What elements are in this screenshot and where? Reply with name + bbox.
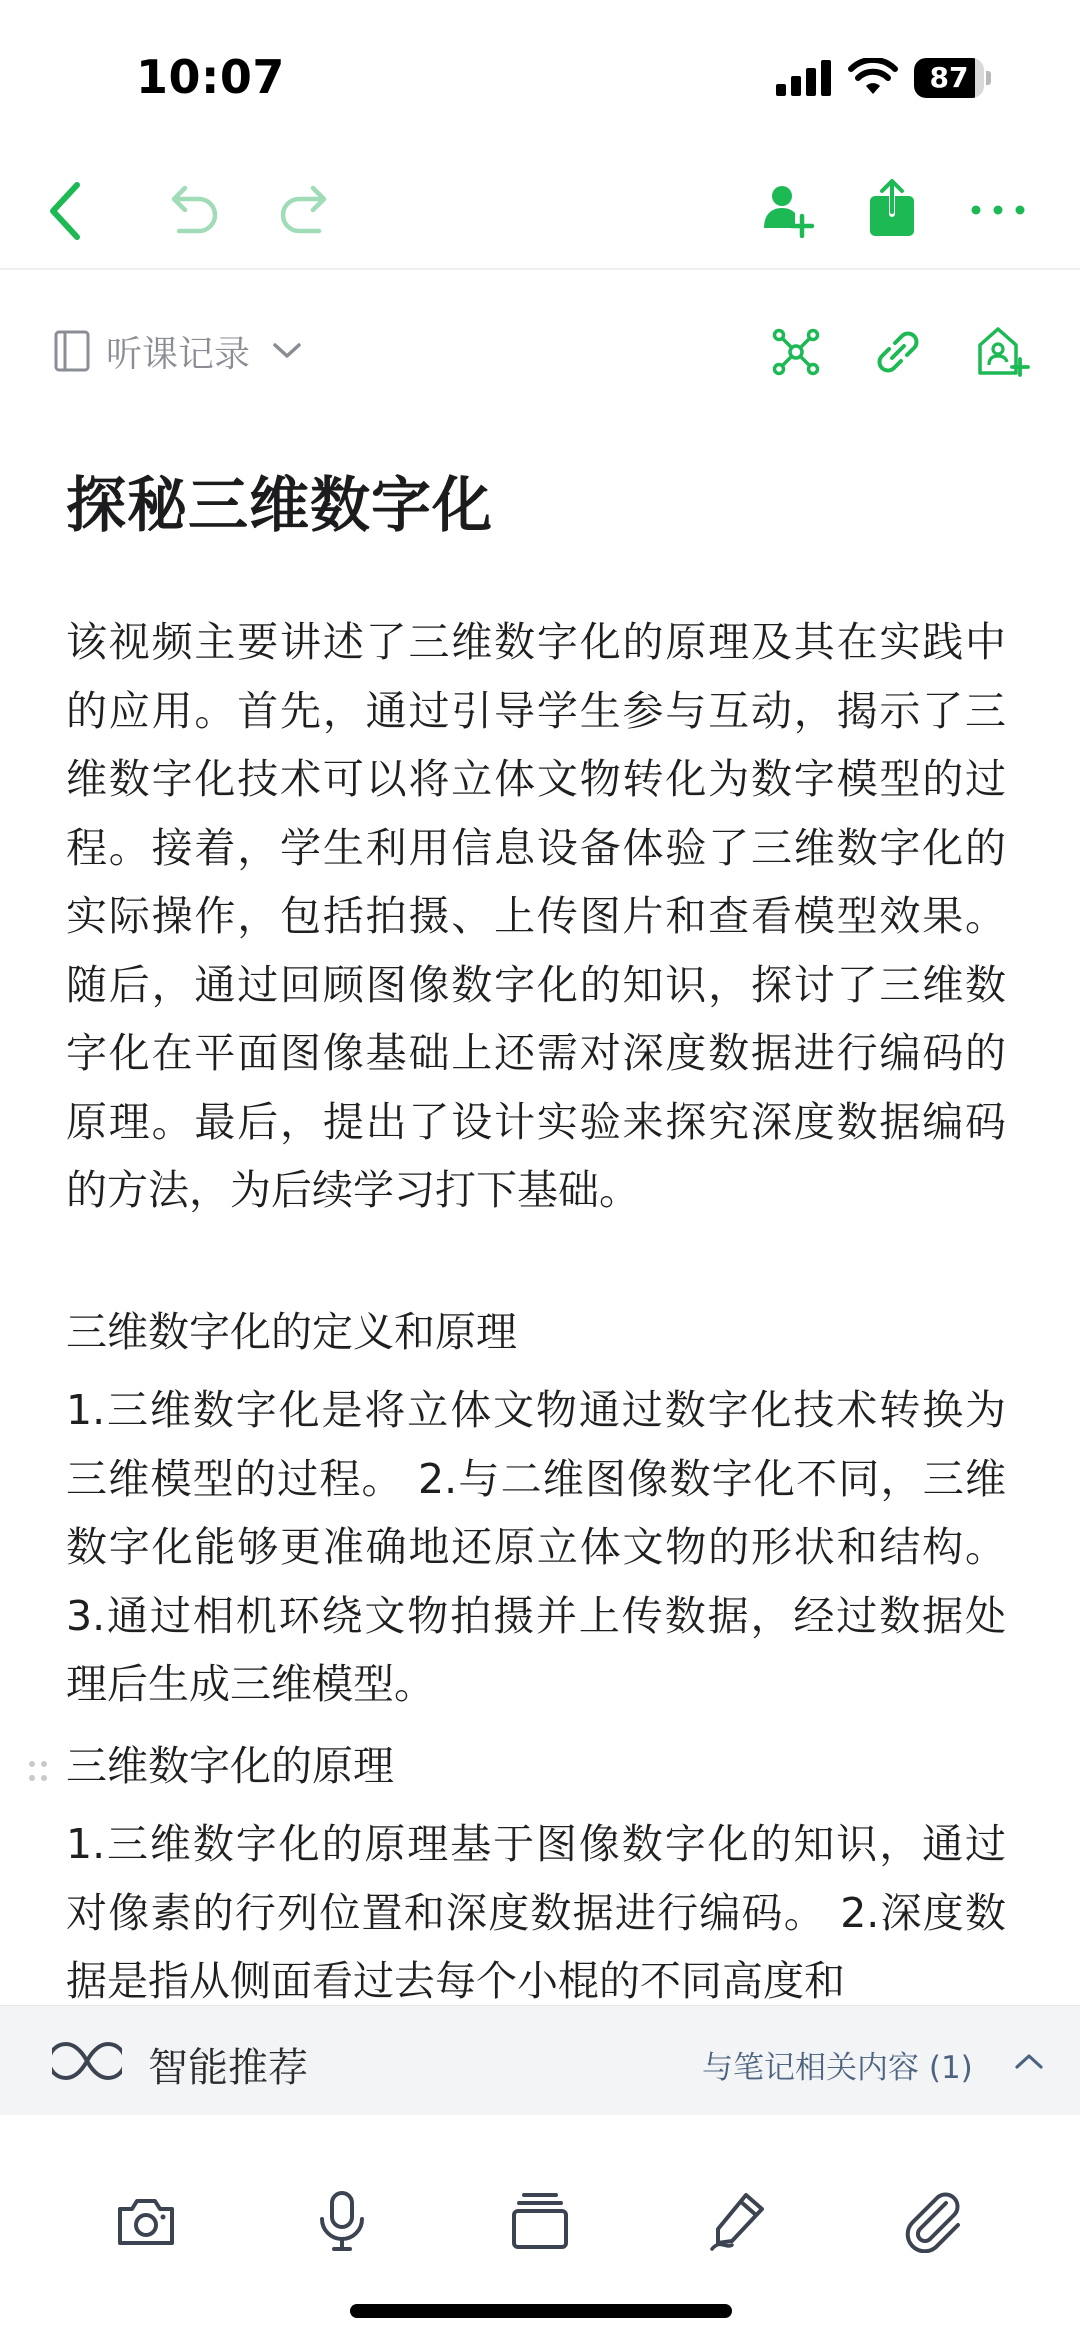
notebook-icon (54, 330, 90, 372)
share-button[interactable] (862, 174, 922, 240)
mind-map-button[interactable] (766, 322, 826, 382)
link-icon (875, 329, 921, 375)
redo-icon (275, 182, 329, 238)
handwriting-icon[interactable] (706, 2189, 770, 2253)
notebook-row (0, 300, 1080, 400)
note-toolbar (0, 150, 1080, 270)
share-icon (868, 176, 916, 238)
note-heading[interactable]: 三维数字化的原理 (66, 1742, 394, 1790)
shared-space-icon (976, 325, 1030, 377)
back-icon (45, 179, 85, 243)
note-heading[interactable]: 三维数字化的定义和原理 (66, 1308, 517, 1356)
undo-icon (169, 182, 223, 238)
status-time: 10:07 (136, 50, 285, 104)
copy-link-button[interactable] (868, 322, 928, 382)
undo-button[interactable] (166, 180, 226, 240)
related-content-link[interactable]: 与笔记相关内容 (1) (702, 2050, 973, 2086)
home-indicator[interactable] (350, 2304, 732, 2318)
note-paragraph[interactable]: 该视频主要讲述了三维数字化的原理及其在实践中的应用。首先，通过引导学生参与互动，揭示了三维数字化技术可以将立体文物转化为数字模型的过程。接着，学生利用信息设备体验了三维数字化的实际操作，包括拍摄、上传图片和查看模型效果。随后，通过回顾图像数字化的知识，探讨了三维数字化在平面图像基础上还需对深度数据进行编码的原理。最后，提出了设计实验来探究深度数据编码的方法，为后续学习打下基础。 (66, 618, 1006, 1214)
note-title[interactable]: 探秘三维数字化 (66, 471, 493, 541)
status-bar (0, 0, 1080, 150)
drag-handle-icon[interactable] (26, 1756, 50, 1786)
mind-map-icon (772, 328, 820, 376)
note-content[interactable] (0, 420, 1080, 2005)
microphone-icon[interactable] (310, 2189, 374, 2253)
more-button[interactable] (968, 188, 1028, 232)
chevron-down-icon (272, 341, 302, 361)
infinity-icon (52, 2040, 122, 2082)
wifi-icon (848, 58, 898, 96)
smart-recommendation-label: 智能推荐 (148, 2045, 308, 2091)
redo-button[interactable] (272, 180, 332, 240)
add-member-icon (760, 182, 816, 238)
chevron-up-icon[interactable] (1014, 2052, 1044, 2070)
template-icon[interactable] (508, 2189, 572, 2253)
back-button[interactable] (40, 176, 90, 246)
attachment-icon[interactable] (902, 2189, 966, 2253)
battery-indicator (914, 58, 990, 98)
smart-recommendation-bar[interactable] (0, 2005, 1080, 2115)
more-icon (970, 204, 1026, 216)
note-paragraph[interactable]: 1.三维数字化是将立体文物通过数字化技术转换为三维模型的过程。 2.与二维图像数字化不同，三维数字化能够更准确地还原立体文物的形状和结构。 3.通过相机环绕文物拍摄并上传数据，经过数据处理后生成三维模型。 (66, 1386, 1006, 1708)
cellular-signal-icon (776, 60, 832, 96)
shared-space-button[interactable] (972, 320, 1034, 382)
notebook-selector[interactable] (54, 326, 302, 376)
notebook-name: 听课记录 (106, 333, 251, 375)
battery-level-text: 87 (929, 61, 969, 94)
add-member-button[interactable] (758, 180, 818, 240)
camera-icon[interactable] (114, 2189, 178, 2253)
note-paragraph[interactable]: 1.三维数字化的原理基于图像数字化的知识，通过对像素的行列位置和深度数据进行编码。 2.深度数据是指从侧面看过去每个小棍的不同高度和 (66, 1820, 1006, 2005)
